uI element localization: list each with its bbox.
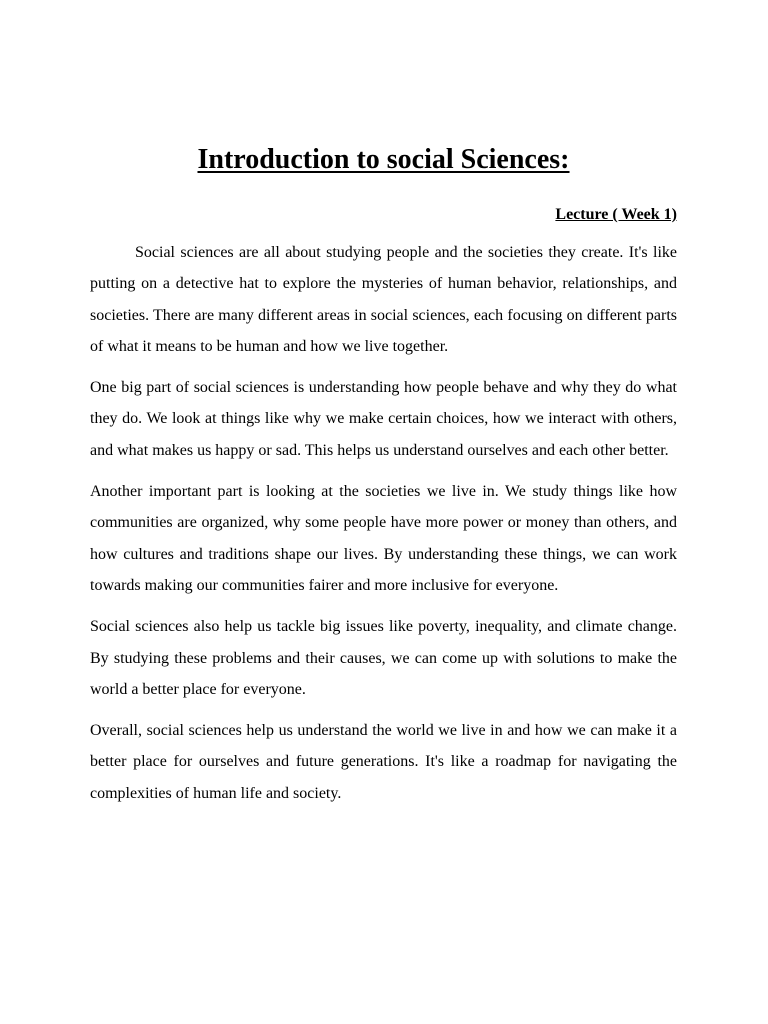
document-title: Introduction to social Sciences: xyxy=(197,144,570,175)
paragraph-behavior: One big part of social sciences is understanding how people behave and why they do what they do. We look at things like why we make certain choices, how we interact with others, and what makes us happy or sad. This helps us understand ourselves and each other better. xyxy=(90,379,677,459)
paragraph-intro: Social sciences are all about studying people and the societies they create. It's like putting on a detective hat to explore the mysteries of human behavior, relationships, and societies. There are many different areas in social sciences, each focusing on different parts of what it means to be human and how we live together. xyxy=(90,244,677,355)
paragraph-societies: Another important part is looking at the societies we live in. We study things like how communities are organized, why some people have more power or money than others, and how cultures and traditions shape our lives. By understanding these things, we can work towards making our communities fairer and more inclusive for everyone. xyxy=(90,483,677,594)
lecture-label: Lecture ( Week 1) xyxy=(555,206,677,223)
paragraph-overall: Overall, social sciences help us understand the world we live in and how we can make it a better place for ourselves and future generations. It's like a roadmap for navigating the complexities of human life and society. xyxy=(90,722,677,802)
document-page xyxy=(90,142,677,809)
paragraph-big-issues: Social sciences also help us tackle big issues like poverty, inequality, and climate change. By studying these problems and their causes, we can come up with solutions to make the world a better place for everyone. xyxy=(90,618,677,698)
